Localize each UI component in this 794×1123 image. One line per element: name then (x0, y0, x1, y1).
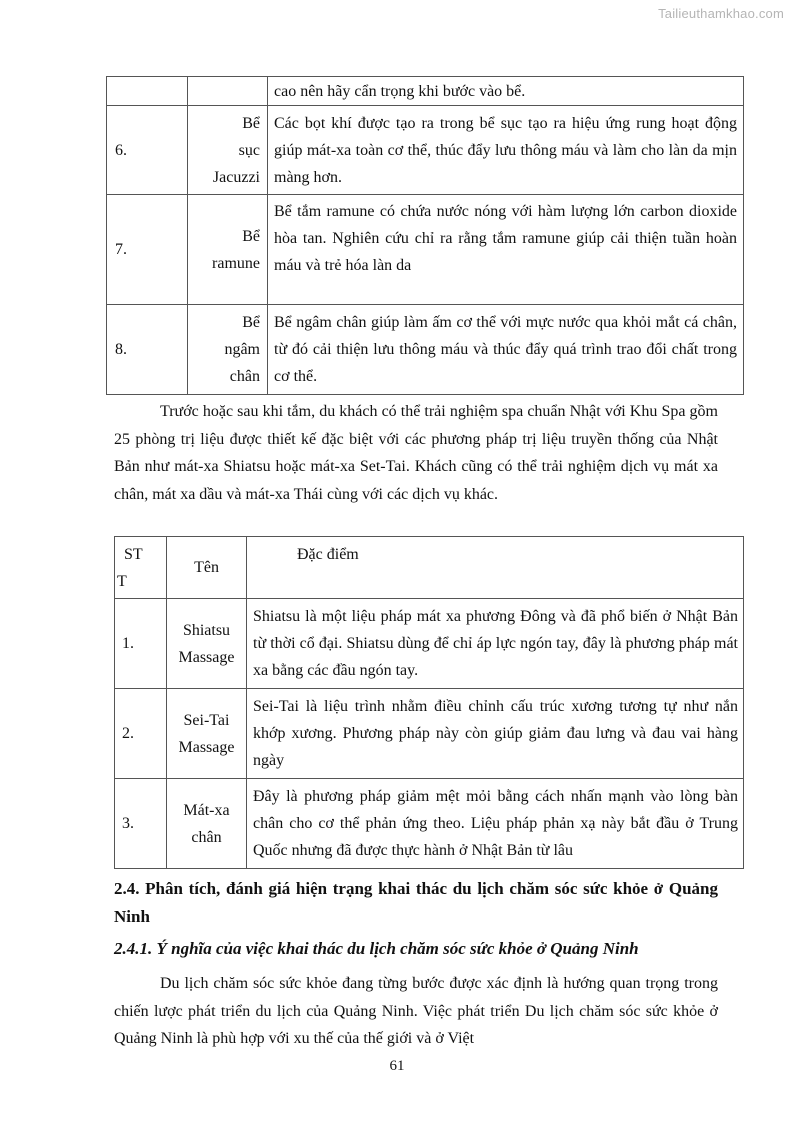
header-description (247, 537, 744, 599)
header-stt (115, 537, 167, 599)
table-header-row (115, 537, 744, 599)
header-description-text: Đặc điểm (297, 546, 359, 563)
table-row (115, 689, 744, 779)
subsection-heading: 2.4.1. Ý nghĩa của việc khai thác du lịch chăm sóc sức khỏe ở Quảng Ninh (114, 939, 639, 958)
description-cell: Bể ngâm chân giúp làm ấm cơ thể với mực nước qua khỏi mắt cá chân, từ đó cải thiện lưu thông máu và thúc đẩy quá trình trao đổi chất trong cơ thể. (268, 305, 744, 395)
paragraph-significance: Du lịch chăm sóc sức khỏe đang từng bước được xác định là hướng quan trọng trong chiến lược phát triển du lịch của Quảng Ninh. Việc phát triển Du lịch chăm sóc sức khỏe ở Quảng Ninh là phù hợp với xu thế của thế giới và ở Việt (114, 975, 718, 1047)
table-row (115, 779, 744, 869)
name-text: Mát-xa chân (183, 801, 230, 846)
name-cell (167, 689, 247, 779)
stt-cell: 7. (107, 195, 188, 305)
name-cell (188, 77, 268, 106)
name-cell (188, 195, 268, 305)
stt-cell: 2. (115, 689, 167, 779)
description-cell: cao nên hãy cẩn trọng khi bước vào bể. (268, 77, 744, 106)
stt-cell: 6. (107, 106, 188, 195)
bath-types-table (106, 76, 744, 395)
table-row (107, 106, 744, 195)
name-cell (167, 779, 247, 869)
description-cell: Shiatsu là một liệu pháp mát xa phương Đông và đã phổ biến ở Nhật Bản từ thời cổ đại. Shiatsu dùng để chỉ áp lực ngón tay, đây là phương pháp mát xa bằng các đầu ngón tay. (247, 599, 744, 689)
description-cell: Đây là phương pháp giảm mệt mỏi bằng cách nhấn mạnh vào lòng bàn chân cho cơ thể phản ứng theo. Liệu pháp phản xạ này bắt đầu ở Trung Quốc nhưng đã được thực hành ở Nhật Bản từ lâu (247, 779, 744, 869)
name-text: Bể ramune (212, 227, 260, 272)
massage-types-table (114, 536, 744, 869)
table-row (115, 599, 744, 689)
name-text: Bể sục Jacuzzi (212, 114, 260, 186)
section-heading: 2.4. Phân tích, đánh giá hiện trạng khai thác du lịch chăm sóc sức khỏe ở Quảng Ninh (114, 879, 718, 926)
table-row (107, 195, 744, 305)
stt-cell: 8. (107, 305, 188, 395)
stt-cell (107, 77, 188, 106)
page-number: 61 (389, 1058, 405, 1074)
description-cell: Sei-Tai là liệu trình nhằm điều chỉnh cấu trúc xương tương tự như nắn khớp xương. Phương pháp này còn giúp giảm đau lưng và đau vai hàng ngày (247, 689, 744, 779)
header-name: Tên (167, 537, 247, 599)
description-cell: Các bọt khí được tạo ra trong bể sục tạo ra hiệu ứng rung hoạt động giúp mát-xa toàn cơ thể, thúc đẩy lưu thông máu và làm cho làn da mịn màng hơn. (268, 106, 744, 195)
name-text: Shiatsu Massage (178, 621, 235, 666)
description-cell (268, 195, 744, 305)
header-stt-text: STT (117, 546, 143, 590)
stt-cell: 1. (115, 599, 167, 689)
table-row (107, 305, 744, 395)
name-cell (188, 106, 268, 195)
table-row (107, 77, 744, 106)
watermark: Tailieuthamkhao.com (658, 6, 784, 21)
name-text: Sei-Tai Massage (178, 711, 235, 756)
name-text: Bể ngâm chân (224, 314, 260, 385)
paragraph-spa: Trước hoặc sau khi tắm, du khách có thể trải nghiệm spa chuẩn Nhật với Khu Spa gồm 25 phòng trị liệu được thiết kế đặc biệt với các phương pháp trị liệu truyền thống của Nhật Bản như mát-xa Shiatsu hoặc mát-xa Set-Tai. Khách cũng có thể trải nghiệm dịch vụ mát xa chân, mát xa dầu và mát-xa Thái cùng với các dịch vụ khác. (114, 403, 718, 503)
name-cell (167, 599, 247, 689)
stt-cell: 3. (115, 779, 167, 869)
description-text: Bể tắm ramune có chứa nước nóng với hàm lượng lớn carbon dioxide hòa tan. Nghiên cứu chỉ ra rằng tắm ramune giúp cải thiện tuần hoàn máu và trẻ hóa làn da (274, 203, 737, 274)
name-cell (188, 305, 268, 395)
